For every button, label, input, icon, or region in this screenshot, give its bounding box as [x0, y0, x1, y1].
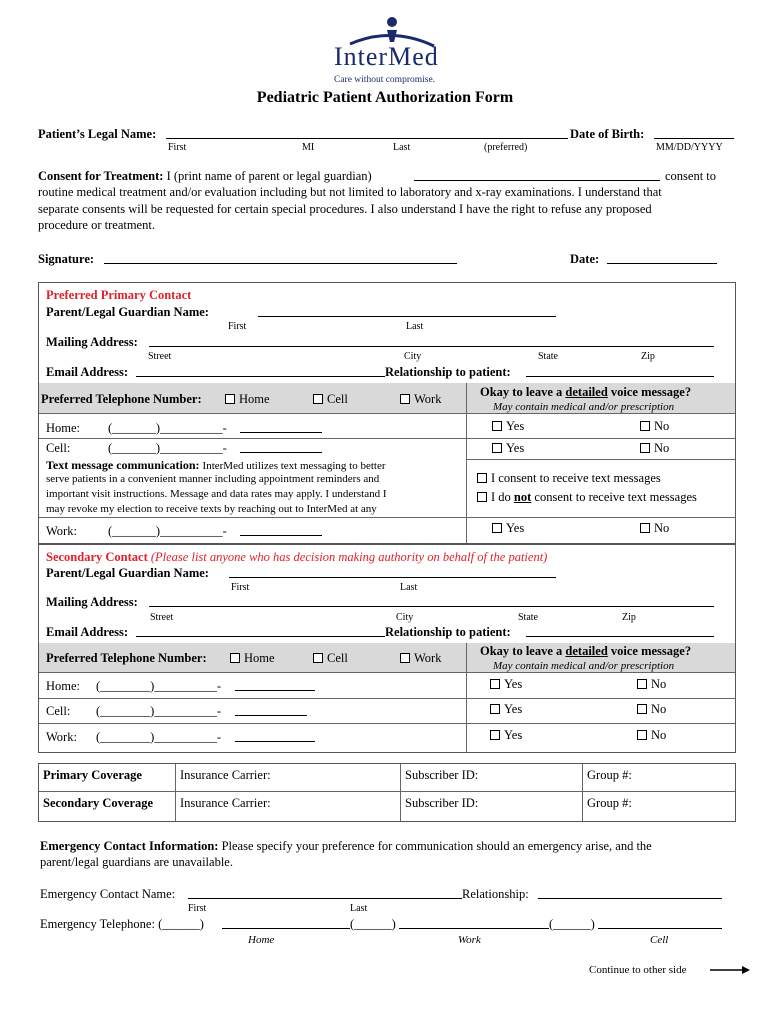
primary-cell-label: Cell:	[46, 441, 71, 455]
primary-mailing-label: Mailing Address:	[46, 335, 138, 349]
primary-work-phone-field[interactable]	[240, 525, 322, 536]
checkbox[interactable]	[637, 704, 647, 714]
sub-preferred: (preferred)	[484, 142, 528, 153]
primary-opt-work[interactable]: Work	[400, 392, 441, 407]
signature-label: Signature:	[38, 252, 95, 266]
primary-phone-label: Preferred Telephone Number:	[41, 392, 202, 406]
primary-work-yes[interactable]: Yes	[492, 521, 524, 536]
emergency-relationship-field[interactable]	[538, 888, 722, 899]
secondary-home-yes[interactable]: Yes	[490, 677, 522, 692]
secondary-carrier-field[interactable]: Insurance Carrier:	[180, 796, 271, 810]
sub-last: Last	[400, 582, 418, 593]
secondary-heading: Secondary Contact	[46, 550, 148, 564]
sub-cell: Cell	[650, 934, 669, 946]
text-msg-line-2: serve patients in a convenient manner including appointment reminders and	[46, 473, 380, 485]
primary-work-phone[interactable]: (_______)__________-	[108, 524, 227, 538]
primary-cell-phone-field[interactable]	[240, 442, 322, 453]
sub-mi: MI	[302, 142, 315, 153]
sub-first: First	[228, 321, 247, 332]
text-msg-line-3: important visit instructions. Message and data rates may apply. I understand I	[46, 488, 387, 500]
secondary-voicemail-question: Okay to leave a detailed voice message?	[480, 644, 692, 658]
secondary-work-label: Work:	[46, 730, 77, 744]
secondary-opt-cell[interactable]: Cell	[313, 651, 348, 666]
sub-dob: MM/DD/YYYY	[656, 142, 723, 153]
checkbox[interactable]	[230, 653, 240, 663]
primary-email-label: Email Address:	[46, 365, 129, 379]
primary-cell-yes[interactable]: Yes	[492, 441, 524, 456]
secondary-cell-phone[interactable]: (________)__________-	[96, 704, 221, 718]
primary-carrier-field[interactable]: Insurance Carrier:	[180, 768, 271, 782]
primary-relationship-label: Relationship to patient:	[385, 365, 511, 379]
emergency-cell-paren: (______)	[549, 917, 595, 931]
checkbox[interactable]	[477, 473, 487, 483]
sub-city: City	[404, 351, 422, 362]
secondary-voicemail-note: May contain medical and/or prescription	[493, 660, 675, 672]
primary-home-no[interactable]: No	[640, 419, 669, 434]
secondary-mailing-field[interactable]	[149, 596, 714, 607]
secondary-opt-home[interactable]: Home	[230, 651, 275, 666]
consent-text-2: routine medical treatment and/or evaluation including but not limited to laboratory and x-ray examinations. I understand that	[38, 185, 662, 199]
primary-mailing-field[interactable]	[149, 336, 714, 347]
checkbox[interactable]	[637, 730, 647, 740]
secondary-work-phone[interactable]: (________)__________-	[96, 730, 221, 744]
secondary-email-label: Email Address:	[46, 625, 129, 639]
secondary-relationship-label: Relationship to patient:	[385, 625, 511, 639]
secondary-home-no[interactable]: No	[637, 677, 666, 692]
emergency-phone-line: Emergency Telephone: (______)	[40, 917, 204, 931]
text-consent-yes[interactable]: I consent to receive text messages	[477, 471, 661, 486]
secondary-work-phone-field[interactable]	[235, 731, 315, 742]
primary-subscriber-field[interactable]: Subscriber ID:	[405, 768, 479, 782]
checkbox[interactable]	[640, 443, 650, 453]
checkbox[interactable]	[313, 394, 323, 404]
secondary-heading-line	[46, 550, 547, 565]
secondary-group-field[interactable]: Group #:	[587, 796, 632, 810]
consent-line-1	[38, 169, 372, 184]
secondary-relationship-field[interactable]	[526, 626, 714, 637]
primary-home-label: Home:	[46, 421, 81, 435]
secondary-coverage-label: Secondary Coverage	[43, 796, 154, 810]
page-title: Pediatric Patient Authorization Form	[256, 89, 514, 106]
secondary-guardian-field[interactable]	[229, 567, 556, 578]
primary-guardian-label: Parent/Legal Guardian Name	[46, 305, 205, 319]
patient-name-label: Patient’s Legal Name:	[38, 127, 157, 141]
signature-date-field[interactable]	[607, 253, 717, 264]
consent-label: Consent for Treatment:	[38, 169, 164, 183]
secondary-cell-yes[interactable]: Yes	[490, 702, 522, 717]
sub-street: Street	[150, 612, 174, 623]
emergency-line-2: parent/legal guardians are unavailable.	[40, 855, 233, 869]
primary-guardian-field[interactable]	[258, 306, 556, 317]
emergency-work-paren: (______)	[350, 917, 396, 931]
dob-label: Date of Birth:	[570, 127, 645, 141]
primary-group-field[interactable]: Group #:	[587, 768, 632, 782]
emergency-work-field[interactable]	[399, 918, 549, 929]
primary-voicemail-question: Okay to leave a detailed voice message?	[480, 385, 692, 399]
text-consent-no[interactable]: I do not consent to receive text messages	[477, 490, 697, 505]
checkbox[interactable]	[492, 523, 502, 533]
emergency-home-field[interactable]	[222, 918, 350, 929]
consent-text-3: separate consents will be requested for certain special procedures. I also understand I have the right to refuse any proposed	[38, 202, 652, 216]
checkbox[interactable]	[637, 679, 647, 689]
primary-home-phone-field[interactable]	[240, 422, 322, 433]
emergency-cell-field[interactable]	[598, 918, 722, 929]
sub-work: Work	[458, 934, 481, 946]
secondary-cell-no[interactable]: No	[637, 702, 666, 717]
secondary-heading-note: (Please list anyone who has decision making authority on behalf of the patient)	[150, 550, 548, 564]
sub-first: First	[231, 582, 250, 593]
primary-email-field[interactable]	[136, 366, 385, 377]
primary-cell-no[interactable]: No	[640, 441, 669, 456]
signature-field[interactable]	[104, 253, 457, 264]
sub-zip: Zip	[622, 612, 636, 623]
secondary-opt-work[interactable]: Work	[400, 651, 441, 666]
text-msg-line-4: may revoke my election to receive texts by reaching out to InterMed at any	[46, 503, 377, 515]
patient-name-field[interactable]	[166, 128, 568, 139]
sub-last: Last	[406, 321, 424, 332]
secondary-home-phone[interactable]: (________)__________-	[96, 679, 221, 693]
secondary-work-no[interactable]: No	[637, 728, 666, 743]
emergency-name-field[interactable]	[188, 888, 462, 899]
primary-cell-phone[interactable]: (_______)__________-	[108, 441, 227, 455]
secondary-email-field[interactable]	[136, 626, 385, 637]
emergency-relationship-label: Relationship:	[462, 887, 529, 901]
primary-voicemail-note: May contain medical and/or prescription	[493, 401, 675, 413]
secondary-phone-label: Preferred Telephone Number:	[46, 651, 207, 665]
sub-state: State	[518, 612, 538, 623]
logo	[330, 12, 460, 90]
checkbox[interactable]	[640, 421, 650, 431]
sub-zip: Zip	[641, 351, 655, 362]
arrow-right-icon	[710, 964, 750, 976]
checkbox[interactable]	[477, 492, 487, 502]
primary-opt-cell[interactable]: Cell	[313, 392, 348, 407]
secondary-home-phone-field[interactable]	[235, 680, 315, 691]
sub-last: Last	[350, 903, 368, 914]
emergency-name-label: Emergency Contact Name:	[40, 887, 176, 901]
checkbox[interactable]	[490, 679, 500, 689]
secondary-mailing-label: Mailing Address:	[46, 595, 138, 609]
primary-work-label: Work:	[46, 524, 77, 538]
sub-first: First	[188, 903, 207, 914]
primary-relationship-field[interactable]	[526, 366, 714, 377]
checkbox[interactable]	[492, 421, 502, 431]
checkbox[interactable]	[490, 730, 500, 740]
primary-guardian-line: Parent/Legal Guardian Name:	[46, 305, 209, 319]
sub-home: Home	[248, 934, 275, 946]
sub-city: City	[396, 612, 414, 623]
logo-name: InterMed	[334, 42, 439, 71]
checkbox[interactable]	[492, 443, 502, 453]
primary-coverage-label: Primary Coverage	[43, 768, 142, 782]
checkbox[interactable]	[400, 394, 410, 404]
sub-last: Last	[393, 142, 411, 153]
primary-home-phone[interactable]: (_______)__________-	[108, 421, 227, 435]
checkbox[interactable]	[313, 653, 323, 663]
checkbox[interactable]	[640, 523, 650, 533]
secondary-cell-label: Cell:	[46, 704, 71, 718]
text-msg-line-1: Text message communication: InterMed utilizes text messaging to better	[46, 458, 386, 472]
primary-home-yes[interactable]: Yes	[492, 419, 524, 434]
emergency-line-1: Emergency Contact Information: Please specify your preference for communication should an emergency arise, and the	[40, 839, 652, 853]
secondary-cell-phone-field[interactable]	[235, 705, 307, 716]
consent-text-1: I (print name of parent or legal guardian)	[166, 169, 372, 183]
primary-heading: Preferred Primary Contact	[46, 288, 192, 302]
secondary-guardian-line: Parent/Legal Guardian Name:	[46, 566, 209, 580]
primary-opt-home[interactable]: Home	[225, 392, 270, 407]
secondary-subscriber-field[interactable]: Subscriber ID:	[405, 796, 479, 810]
logo-tagline: Care without compromise.	[334, 75, 436, 85]
continue-note: Continue to other side	[589, 964, 687, 976]
dob-field[interactable]	[654, 128, 734, 139]
guardian-print-name-field[interactable]	[414, 170, 660, 181]
consent-text-4: procedure or treatment.	[38, 218, 155, 232]
checkbox[interactable]	[225, 394, 235, 404]
secondary-work-yes[interactable]: Yes	[490, 728, 522, 743]
sub-street: Street	[148, 351, 172, 362]
signature-date-label: Date:	[570, 252, 600, 266]
secondary-home-label: Home:	[46, 679, 81, 693]
primary-work-no[interactable]: No	[640, 521, 669, 536]
sub-first: First	[168, 142, 187, 153]
checkbox[interactable]	[400, 653, 410, 663]
consent-text-end: consent to	[665, 169, 717, 183]
checkbox[interactable]	[490, 704, 500, 714]
sub-state: State	[538, 351, 558, 362]
